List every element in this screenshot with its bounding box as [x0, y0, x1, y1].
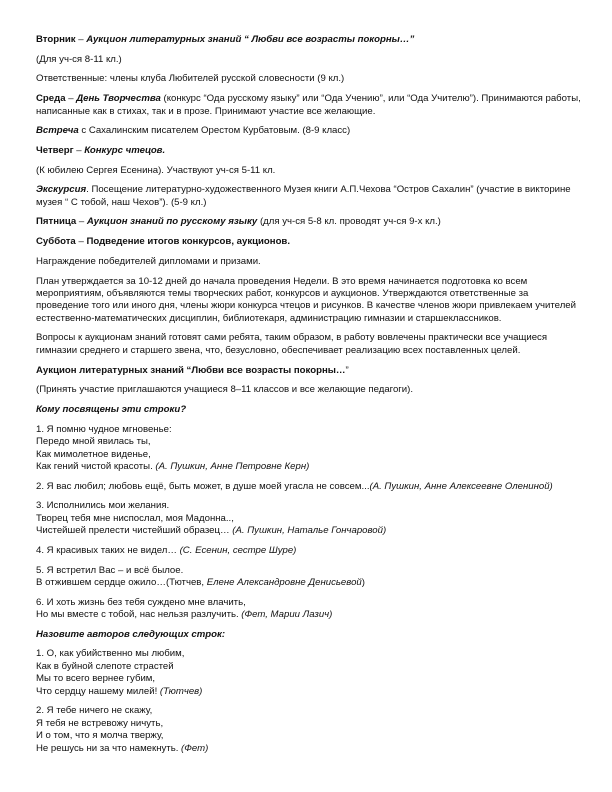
wednesday-day: Среда — [36, 93, 66, 105]
wednesday-paragraph: Среда – День Творчества (конкурс “Ода русскому языку” или “Ода Учению”, или “Ода Учителю”). Принимаются работы, написанные как в стихах, так и в прозе. Принимают участие все желающие. — [36, 93, 581, 117]
quiz1-item-3: 3. Исполнились мои желания. Творец тебя мне ниспослал, моя Мадонна.., Чистейшей прелести чистейший образец… (А. Пушкин, Наталье Гончаровой) — [36, 500, 387, 537]
answer: (Фет) — [181, 742, 209, 754]
tuesday-responsible: Ответственные: члены клуба Любителей русской словесности (9 кл.) — [36, 73, 345, 85]
questions-paragraph: Вопросы к аукционам знаний готовят сами ребята, таким образом, в работу вовлечены практически все учащиеся гимназии среднего и старшего звена, что, безусловно, обеспечивает реализацию всех поставленных целей. — [36, 332, 548, 356]
tuesday-heading: Вторник – Аукцион литературных знаний “ Любви все возрасты покорны…” — [36, 34, 415, 45]
saturday-heading: Суббота – Подведение итогов конкурсов, аукционов. — [36, 236, 290, 248]
quiz1-item-1: 1. Я помню чудное мгновенье: Передо мной явилась ты, Как мимолетное виденье, Как гений чистой красоты. (А. Пушкин, Анне Петровне Керн) — [36, 423, 310, 472]
friday-paragraph: Пятница – Аукцион знаний по русскому языку (для уч-ся 5-8 кл. проводят уч-ся 9-х кл.) — [36, 216, 441, 228]
answer: (А. Пушкин, Анне Алексеевне Олениной) — [369, 480, 553, 492]
friday-day: Пятница — [36, 216, 77, 228]
quiz1-item-4: 4. Я красивых таких не видел… (С. Есенин, сестре Шуре) — [36, 544, 297, 556]
saturday-day: Суббота — [36, 236, 76, 248]
quiz1-item-6: 6. И хоть жизнь без тебя суждено мне влачить, Но мы вместе с тобой, нас нельзя разлучить. (Фет, Марии Лазич) — [36, 596, 333, 621]
section1-heading: Кому посвящены эти строки? — [36, 403, 187, 415]
tuesday-day: Вторник — [36, 34, 76, 45]
thursday-heading: Четверг – Конкурс чтецов. — [36, 144, 166, 156]
answer: (С. Есенин, сестре Шуре) — [179, 544, 297, 556]
auction-heading: Аукцион литературных знаний “Любви все возрасты покорны…” — [36, 364, 349, 376]
quiz1-item-2: 2. Я вас любил; любовь ещё, быть может, в душе моей угасла не совсем...(А. Пушкин, Анне Алексеевне Олениной) — [36, 480, 553, 492]
excursion-label: Экскурсия — [36, 184, 87, 196]
auction-invite: (Принять участие приглашаются учащиеся 8–11 классов и все желающие педагоги). — [36, 384, 414, 396]
answer: (Тютчев) — [159, 685, 203, 697]
saturday-event: Подведение итогов конкурсов, аукционов. — [86, 236, 290, 248]
friday-event: Аукцион знаний по русскому языку — [86, 216, 258, 228]
thursday-day: Четверг — [36, 144, 74, 156]
thursday-note: (К юбилею Сергея Есенина). Участвуют уч-ся 5-11 кл. — [36, 164, 276, 176]
plan-paragraph: План утверждается за 10-12 дней до начала проведения Недели. В это время начинается подготовка ко всем мероприятиям, объявляются темы творческих работ, конкурсов и аукционов. Утверждаются ответственные за проведение того или иного дня, члены жюри конкурса чтецов и рисунков. В качестве членов жюри привлекаем учителей естественно-математических дисциплин, библиотекаря, администрацию гимназии и старшеклассников. — [36, 275, 576, 324]
answer: Елене Александровне Денисьевой — [206, 576, 362, 588]
thursday-event: Конкурс чтецов. — [84, 144, 166, 156]
meeting-paragraph: Встреча с Сахалинским писателем Орестом Курбатовым. (8-9 класс) — [36, 125, 351, 137]
quiz1-item-5: 5. Я встретил Вас – и всё былое. В отжившем сердце ожило…(Тютчев, Елене Александровне Денисьевой) — [36, 564, 365, 588]
answer: (Фет, Марии Лазич) — [241, 609, 333, 621]
document-body — [36, 34, 582, 762]
tuesday-event: Аукцион литературных знаний “ Любви все возрасты покорны…” — [86, 34, 415, 45]
auction-title: Аукцион литературных знаний “Любви все возрасты покорны… — [36, 364, 346, 376]
quiz2-item-2: 2. Я тебе ничего не скажу, Я тебя не встревожу ничуть, И о том, что я молча твержу, Не решусь ни за что намекнуть. (Фет) — [36, 705, 209, 754]
saturday-awards: Награждение победителей дипломами и призами. — [36, 255, 261, 267]
answer: (А. Пушкин, Наталье Гончаровой) — [232, 525, 387, 537]
answer: (А. Пушкин, Анне Петровне Керн) — [155, 460, 310, 472]
tuesday-grades: (Для уч-ся 8-11 кл.) — [36, 53, 122, 65]
quiz2-item-1: 1. О, как убийственно мы любим, Как в буйной слепоте страстей Мы то всего вернее губим, Что сердцу нашему милей! (Тютчев) — [36, 648, 203, 697]
section2-heading: Назовите авторов следующих строк: — [36, 628, 226, 640]
excursion-paragraph: Экскурсия. Посещение литературно-художественного Музея книги А.П.Чехова “Остров Сахалин” (участие в викторине музея “ С тобой, наш Чехов”). (5-9 кл.) — [36, 184, 571, 208]
wednesday-event: День Творчества — [76, 93, 161, 105]
meeting-label: Встреча — [36, 125, 79, 137]
